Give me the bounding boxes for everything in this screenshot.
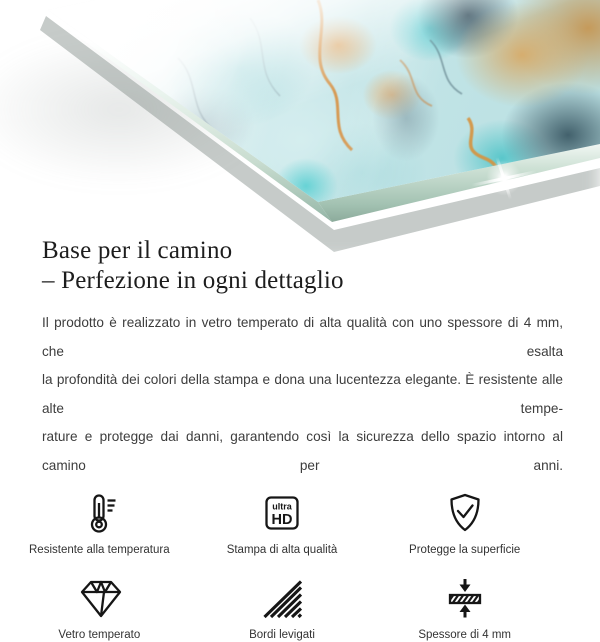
feature-label: Stampa di alta qualità bbox=[226, 543, 338, 556]
feature-label: Vetro temperato bbox=[58, 628, 141, 641]
thickness-icon bbox=[442, 576, 488, 620]
product-description bbox=[42, 309, 563, 481]
shield-check-icon bbox=[442, 491, 488, 535]
feature-tempered-glass bbox=[8, 576, 191, 642]
feature-label: Protegge la superficie bbox=[409, 543, 521, 556]
feature-label: Spessore di 4 mm bbox=[418, 628, 511, 641]
feature-protection bbox=[373, 491, 556, 557]
diamond-icon bbox=[76, 576, 122, 620]
features-grid bbox=[8, 491, 556, 642]
product-details bbox=[0, 232, 600, 642]
feature-print-quality bbox=[191, 491, 374, 557]
description-line: rature e protegge dai danni, garantendo così la sicurezza dello spazio intorno al camino per anni. bbox=[42, 429, 563, 473]
page-title bbox=[42, 236, 562, 296]
feature-temperature bbox=[8, 491, 191, 557]
feature-thickness bbox=[373, 576, 556, 642]
title-line-1: Base per il camino bbox=[42, 237, 233, 264]
product-image bbox=[0, 0, 600, 232]
ultra-hd-icon bbox=[259, 491, 305, 535]
title-line-2: – Perfezione in ogni dettaglio bbox=[42, 267, 344, 294]
polished-edges-icon bbox=[259, 576, 305, 620]
description-line: la profondità dei colori della stampa e dona una lucentezza elegante. È resistente alle alte tempe- bbox=[42, 372, 563, 416]
svg-text:HD: HD bbox=[271, 511, 293, 528]
feature-label: Resistente alla temperatura bbox=[29, 543, 170, 556]
feature-polished-edges bbox=[191, 576, 374, 642]
feature-label: Bordi levigati bbox=[249, 628, 315, 641]
description-line: Il prodotto è realizzato in vetro temperato di alta qualità con uno spessore di 4 mm, che esalta bbox=[42, 315, 563, 359]
thermometer-icon bbox=[76, 491, 122, 535]
svg-text:ultra: ultra bbox=[272, 501, 292, 512]
